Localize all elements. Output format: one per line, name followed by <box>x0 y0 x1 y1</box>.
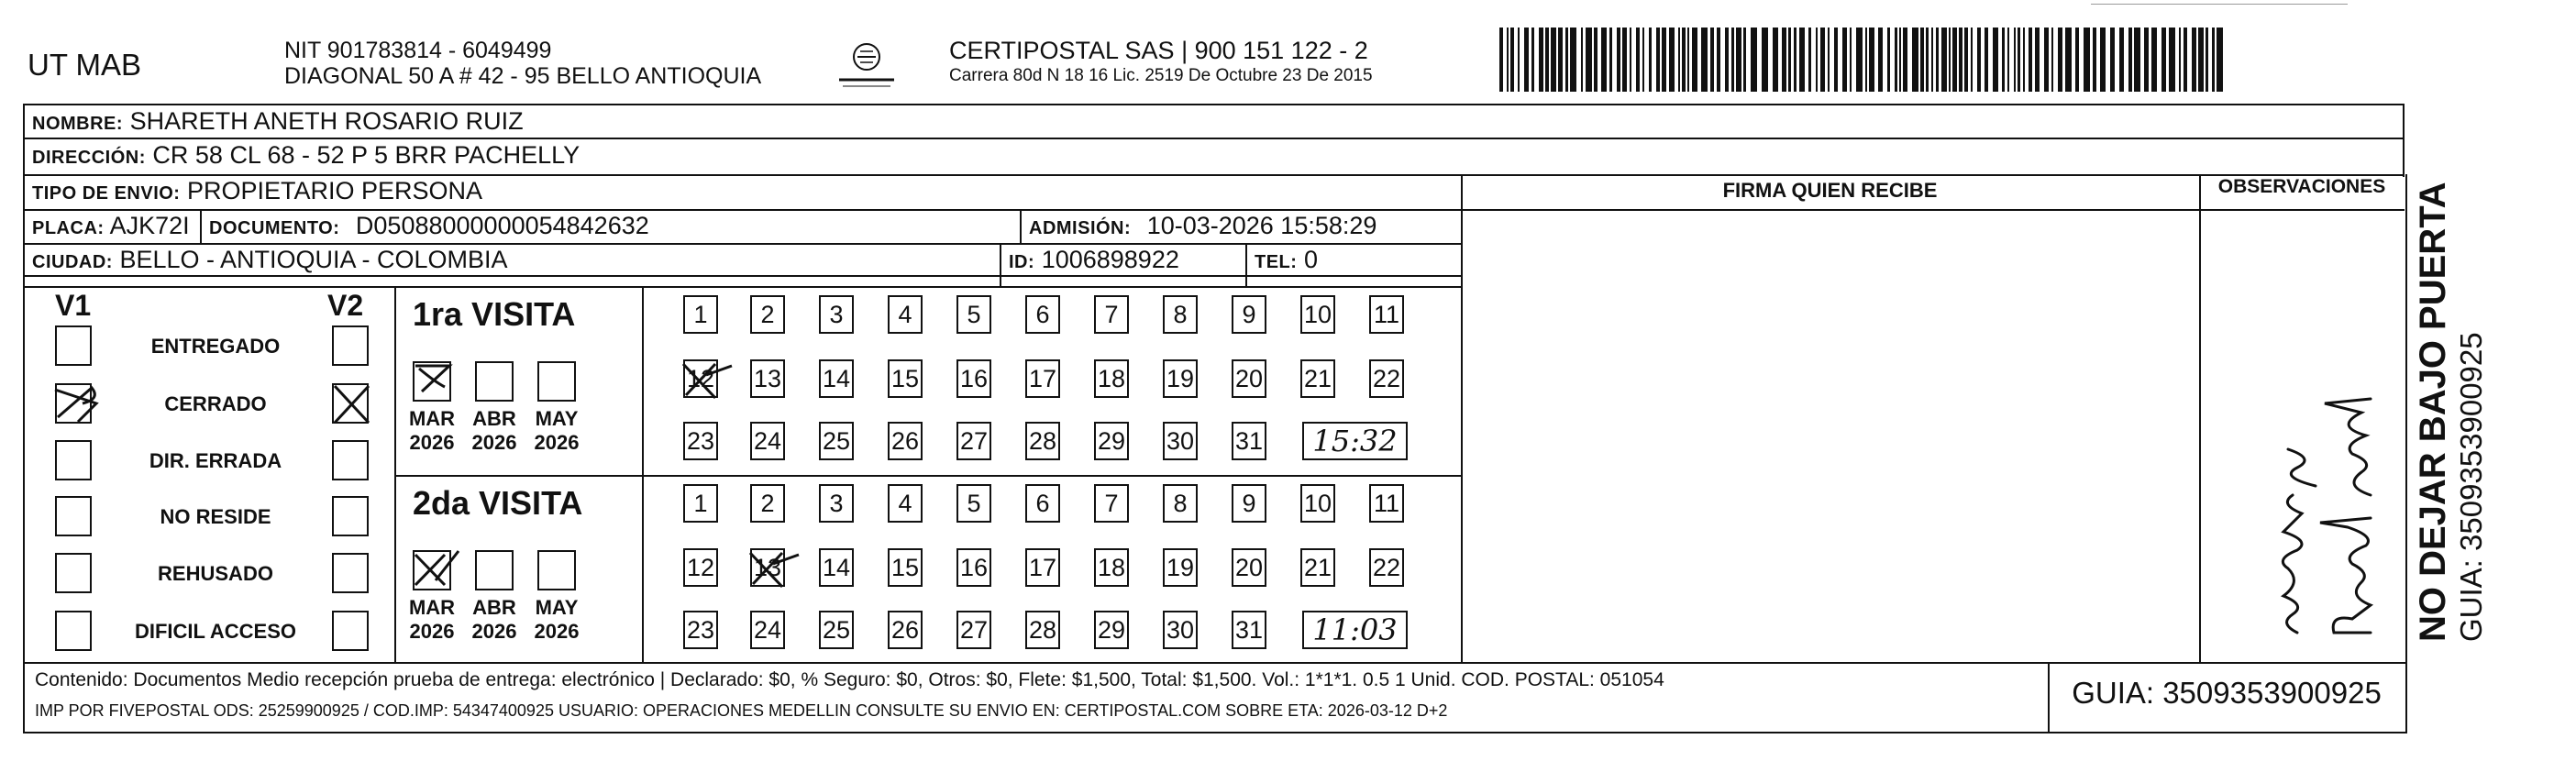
tipo-label: TIPO DE ENVIO: <box>32 183 181 204</box>
placa-value: AJK72I <box>109 212 190 239</box>
day-box-24[interactable]: 24 <box>750 422 785 460</box>
day-box-6[interactable]: 6 <box>1025 295 1060 334</box>
barcode-bar <box>1692 28 1697 92</box>
day-box-15[interactable]: 15 <box>888 359 923 398</box>
v2-checkbox-cerrado[interactable] <box>332 383 369 424</box>
barcode-bar <box>2110 28 2115 92</box>
barcode-bar <box>1617 28 1620 92</box>
month-checkbox-may[interactable] <box>537 361 576 402</box>
day-box-21[interactable]: 21 <box>1300 359 1335 398</box>
admision-value: 10-03-2026 15:58:29 <box>1146 212 1377 239</box>
day-box-26[interactable]: 26 <box>888 611 923 649</box>
day-box-22[interactable]: 22 <box>1369 359 1404 398</box>
barcode-bar <box>2002 28 2005 92</box>
footer-line2: IMP POR FIVEPOSTAL ODS: 25259900925 / COD.IMP: 54347400925 USUARIO: OPERACIONES MEDELLIN CONSULTE SU ENVIO EN: CERTIPOSTAL.COM SOBRE ETA: 2026-03-12 D+2 <box>35 701 1448 720</box>
carrier-name: CERTIPOSTAL SAS | 900 151 122 - 2 <box>949 37 1368 64</box>
day-box-25[interactable]: 25 <box>819 611 854 649</box>
month-year: 2026 <box>471 620 517 643</box>
day-box-23[interactable]: 23 <box>683 422 718 460</box>
barcode-bar <box>2206 28 2208 92</box>
month-label <box>530 596 583 644</box>
day-box-4[interactable]: 4 <box>888 295 923 334</box>
v1-checkbox-dir-errada[interactable] <box>55 440 92 480</box>
barcode-bar <box>1993 28 1998 92</box>
day-box-5[interactable]: 5 <box>956 484 991 523</box>
tipo-value: PROPIETARIO PERSONA <box>186 177 483 204</box>
day-box-10[interactable]: 10 <box>1300 295 1335 334</box>
barcode-bar <box>1636 28 1640 92</box>
barcode-bar <box>1717 28 1720 92</box>
barcode-bar <box>1920 28 1924 92</box>
barcode-bar <box>1656 28 1660 92</box>
nombre-label: NOMBRE: <box>32 114 124 134</box>
day-box-2[interactable]: 2 <box>750 484 785 523</box>
day-box-18[interactable]: 18 <box>1094 359 1129 398</box>
tipo-row <box>32 177 482 205</box>
barcode-bar <box>1895 28 1897 92</box>
firma-header: FIRMA QUIEN RECIBE <box>1722 179 1938 202</box>
visit-time[interactable]: 11:03 <box>1302 611 1408 649</box>
id-label: ID: <box>1009 252 1035 272</box>
barcode-bar <box>1524 28 1529 92</box>
barcode-bar <box>1570 28 1576 92</box>
status-option-label: DIFICIL ACCESO <box>134 620 296 643</box>
admision-row <box>1029 212 1376 240</box>
observaciones-handwriting <box>2215 229 2389 651</box>
day-box-4[interactable]: 4 <box>888 484 923 523</box>
certipostal-logo <box>830 39 903 94</box>
side-line1: NO DEJAR BAJO PUERTA <box>2413 182 2453 642</box>
month-name: MAR <box>408 596 456 619</box>
documento-row <box>209 212 649 240</box>
v2-checkbox-dificil-acceso[interactable] <box>332 611 369 651</box>
day-box-21[interactable]: 21 <box>1300 548 1335 587</box>
barcode-bar <box>1899 28 1901 92</box>
barcode-bar <box>1743 28 1746 92</box>
day-box-14[interactable]: 14 <box>819 359 854 398</box>
day-box-30[interactable]: 30 <box>1163 422 1198 460</box>
carrier-address: Carrera 80d N 18 16 Lic. 2519 De Octubre 23 De 2015 <box>949 66 1373 85</box>
barcode-bar <box>1736 28 1741 92</box>
month-checkbox-abr[interactable] <box>475 361 514 402</box>
day-box-15[interactable]: 15 <box>888 548 923 587</box>
month-label <box>468 407 521 455</box>
company-name: UT MAB <box>28 48 142 82</box>
barcode-bar <box>2065 28 2072 92</box>
day-box-7[interactable]: 7 <box>1094 484 1129 523</box>
v1-checkbox-entregado[interactable] <box>55 325 92 366</box>
day-box-31[interactable]: 31 <box>1232 422 1266 460</box>
documento-label: DOCUMENTO: <box>209 218 340 238</box>
day-box-27[interactable]: 27 <box>956 611 991 649</box>
barcode-bar <box>1499 28 1503 92</box>
barcode-bar <box>1887 28 1890 92</box>
barcode-bar <box>1507 28 1509 92</box>
ciudad-label: CIUDAD: <box>32 252 113 272</box>
barcode-bar <box>1558 28 1563 92</box>
day-box-20[interactable]: 20 <box>1232 359 1266 398</box>
barcode-bar <box>1678 28 1680 92</box>
day-box-30[interactable]: 30 <box>1163 611 1198 649</box>
barcode-bar <box>1977 28 1981 92</box>
barcode-bar <box>1931 28 1933 92</box>
day-box-17[interactable]: 17 <box>1025 548 1060 587</box>
footer-line1: Contenido: Documentos Medio recepción prueba de entrega: electrónico | Declarado: $0, % Seguro: $0, Otros: $0, Flete: $1,500, Total: $1,500. Vol.: 1*1*1. 0.5 1 Unid. COD. POSTAL: 051054 <box>35 669 1664 690</box>
nombre-value: SHARETH ANETH ROSARIO RUIZ <box>129 107 524 135</box>
placa-label: PLACA: <box>32 218 105 238</box>
barcode-bar <box>1630 28 1631 92</box>
month-name: MAY <box>535 407 579 430</box>
barcode-bar <box>1710 28 1714 92</box>
barcode-bar <box>1751 28 1757 92</box>
observaciones-header: OBSERVACIONES <box>2217 176 2386 197</box>
direccion-label: DIRECCIÓN: <box>32 148 146 168</box>
barcode-bar <box>1609 28 1612 92</box>
v2-label: V2 <box>327 289 364 322</box>
day-box-3[interactable]: 3 <box>819 295 854 334</box>
month-label <box>405 596 459 644</box>
nombre-row <box>32 107 524 136</box>
barcode-bar <box>1850 28 1852 92</box>
barcode-bar <box>1510 28 1514 92</box>
footer-guia: GUIA: 3509353900925 <box>2072 676 2382 710</box>
barcode-bar <box>2169 28 2175 92</box>
tel-value: 0 <box>1303 246 1318 273</box>
barcode-bar <box>1601 28 1607 92</box>
v2-checkbox-no-reside[interactable] <box>332 496 369 536</box>
barcode-bar <box>2084 28 2090 92</box>
barcode-bar <box>1662 28 1666 92</box>
day-box-8[interactable]: 8 <box>1163 484 1198 523</box>
barcode-bar <box>2058 28 2062 92</box>
barcode-bar <box>2151 28 2157 92</box>
barcode-bar <box>1518 28 1520 92</box>
barcode-bar <box>2184 28 2187 92</box>
barcode-bar <box>1581 28 1583 92</box>
month-year: 2026 <box>471 431 517 454</box>
day-box-9[interactable]: 9 <box>1232 484 1266 523</box>
v1-checkbox-dificil-acceso[interactable] <box>55 611 92 651</box>
direccion-row <box>32 141 580 170</box>
barcode-bar <box>1964 28 1968 92</box>
barcode-bar <box>1865 28 1867 92</box>
day-box-8[interactable]: 8 <box>1163 295 1198 334</box>
day-box-13[interactable]: 13 <box>750 359 785 398</box>
day-box-24[interactable]: 24 <box>750 611 785 649</box>
barcode-bar <box>2212 28 2215 92</box>
barcode-bar <box>2192 28 2196 92</box>
status-option-label: DIR. ERRADA <box>149 449 282 472</box>
month-checkbox-mar[interactable] <box>413 550 451 590</box>
day-box-12[interactable]: 12 <box>683 359 718 398</box>
barcode-bar <box>2075 28 2079 92</box>
month-name: MAY <box>535 596 579 619</box>
day-box-10[interactable]: 10 <box>1300 484 1335 523</box>
visit-title: 1ra VISITA <box>413 295 576 333</box>
barcode-bar <box>2093 28 2096 92</box>
barcode-bar <box>1971 28 1973 92</box>
month-checkbox-mar[interactable] <box>413 361 451 402</box>
id-row <box>1009 246 1179 274</box>
barcode-bar <box>1594 28 1598 92</box>
barcode-bar <box>1799 28 1805 92</box>
barcode-bar <box>1773 28 1778 92</box>
day-box-29[interactable]: 29 <box>1094 422 1129 460</box>
month-label <box>530 407 583 455</box>
barcode-bar <box>1794 28 1797 92</box>
day-box-17[interactable]: 17 <box>1025 359 1060 398</box>
tel-row <box>1255 246 1318 274</box>
month-name: ABR <box>472 596 516 619</box>
day-box-31[interactable]: 31 <box>1232 611 1266 649</box>
month-year: 2026 <box>534 620 580 643</box>
barcode-bar <box>2018 28 2020 92</box>
barcode-bar <box>1985 28 1988 92</box>
barcode-bar <box>1903 28 1907 92</box>
day-box-7[interactable]: 7 <box>1094 295 1129 334</box>
day-box-19[interactable]: 19 <box>1163 359 1198 398</box>
barcode-bar <box>1834 28 1838 92</box>
barcode-bar <box>2134 28 2140 92</box>
day-box-20[interactable]: 20 <box>1232 548 1266 587</box>
day-box-26[interactable]: 26 <box>888 422 923 460</box>
id-value: 1006898922 <box>1041 246 1179 273</box>
barcode-bar <box>1936 28 1939 92</box>
ciudad-value: BELLO - ANTIOQUIA - COLOMBIA <box>119 246 508 273</box>
barcode-bar <box>1869 28 1874 92</box>
day-box-18[interactable]: 18 <box>1094 548 1129 587</box>
barcode-bar <box>1682 28 1686 92</box>
barcode-bar <box>1531 28 1534 92</box>
v2-checkbox-entregado[interactable] <box>332 325 369 366</box>
day-box-29[interactable]: 29 <box>1094 611 1129 649</box>
barcode-bar <box>1949 28 1951 92</box>
admision-label: ADMISIÓN: <box>1029 218 1132 238</box>
barcode-bar <box>1649 28 1652 92</box>
month-name: MAR <box>408 407 456 430</box>
v2-checkbox-rehusado[interactable] <box>332 553 369 593</box>
status-option-label: NO RESIDE <box>160 505 271 528</box>
v1-checkbox-no-reside[interactable] <box>55 496 92 536</box>
barcode-bar <box>1669 28 1675 92</box>
month-year: 2026 <box>409 620 455 643</box>
day-box-22[interactable]: 22 <box>1369 548 1404 587</box>
day-box-28[interactable]: 28 <box>1025 422 1060 460</box>
barcode-bar <box>1565 28 1568 92</box>
day-box-13[interactable]: 13 <box>750 548 785 587</box>
barcode-bar <box>1842 28 1847 92</box>
day-box-16[interactable]: 16 <box>956 359 991 398</box>
day-box-14[interactable]: 14 <box>819 548 854 587</box>
barcode-bar <box>2035 28 2040 92</box>
month-year: 2026 <box>409 431 455 454</box>
month-checkbox-abr[interactable] <box>475 550 514 590</box>
barcode-bar <box>1687 28 1689 92</box>
day-box-25[interactable]: 25 <box>819 422 854 460</box>
day-box-11[interactable]: 11 <box>1369 484 1404 523</box>
barcode-bar <box>1762 28 1768 92</box>
day-box-1[interactable]: 1 <box>683 295 718 334</box>
barcode-bar <box>1545 28 1549 92</box>
v1-checkbox-rehusado[interactable] <box>55 553 92 593</box>
barcode-bar <box>1828 28 1830 92</box>
v2-checkbox-dir-errada[interactable] <box>332 440 369 480</box>
barcode-bar <box>1725 28 1729 92</box>
v1-checkbox-cerrado[interactable] <box>55 383 92 424</box>
v1-label: V1 <box>55 289 92 322</box>
month-checkbox-may[interactable] <box>537 550 576 590</box>
month-year: 2026 <box>534 431 580 454</box>
ciudad-row <box>32 246 508 274</box>
barcode-bar <box>1959 28 1962 92</box>
barcode-bar <box>2128 28 2132 92</box>
visit-title: 2da VISITA <box>413 484 583 522</box>
barcode-bar <box>2044 28 2049 92</box>
tel-label: TEL: <box>1255 252 1298 272</box>
company-address: DIAGONAL 50 A # 42 - 95 BELLO ANTIOQUIA <box>284 63 762 89</box>
day-box-3[interactable]: 3 <box>819 484 854 523</box>
barcode-bar <box>2179 28 2181 92</box>
day-box-9[interactable]: 9 <box>1232 295 1266 334</box>
barcode-bar <box>2051 28 2053 92</box>
barcode-bar <box>2100 28 2106 92</box>
barcode-bar <box>2023 28 2025 92</box>
barcode-bar <box>1782 28 1786 92</box>
barcode-bar <box>1941 28 1947 92</box>
month-label <box>468 596 521 644</box>
day-box-6[interactable]: 6 <box>1025 484 1060 523</box>
barcode-bar <box>1820 28 1825 92</box>
barcode-bar <box>2014 28 2016 92</box>
barcode-bar <box>2217 28 2223 92</box>
month-label <box>405 407 459 455</box>
barcode-bar <box>2029 28 2032 92</box>
barcode-bar <box>1642 28 1644 92</box>
placa-row <box>32 212 190 240</box>
barcode-bar <box>2198 28 2204 92</box>
barcode-bar <box>1912 28 1918 92</box>
day-box-19[interactable]: 19 <box>1163 548 1198 587</box>
barcode-bar <box>1701 28 1708 92</box>
side-line2: GUIA: 3509353900925 <box>2454 332 2488 642</box>
day-box-11[interactable]: 11 <box>1369 295 1404 334</box>
day-box-12[interactable]: 12 <box>683 548 718 587</box>
barcode-bar <box>1622 28 1627 92</box>
status-option-label: ENTREGADO <box>150 335 281 358</box>
direccion-value: CR 58 CL 68 - 52 P 5 BRR PACHELLY <box>152 141 580 169</box>
side-warning <box>2412 165 2489 642</box>
day-box-16[interactable]: 16 <box>956 548 991 587</box>
barcode-bar <box>1586 28 1592 92</box>
barcode-bar <box>2119 28 2124 92</box>
day-box-2[interactable]: 2 <box>750 295 785 334</box>
barcode-bar <box>2144 28 2149 92</box>
month-name: ABR <box>472 407 516 430</box>
documento-value: D05088000000054842632 <box>355 212 649 239</box>
day-box-27[interactable]: 27 <box>956 422 991 460</box>
barcode-bar <box>1816 28 1818 92</box>
barcode-bar <box>2161 28 2166 92</box>
day-box-28[interactable]: 28 <box>1025 611 1060 649</box>
day-box-5[interactable]: 5 <box>956 295 991 334</box>
company-nit: NIT 901783814 - 6049499 <box>284 38 552 63</box>
barcode-bar <box>1856 28 1863 92</box>
status-option-label: CERRADO <box>164 392 267 415</box>
barcode <box>1499 28 2233 92</box>
visit-time[interactable]: 15:32 <box>1302 422 1408 460</box>
status-option-label: REHUSADO <box>158 562 273 585</box>
day-box-1[interactable]: 1 <box>683 484 718 523</box>
barcode-bar <box>2007 28 2009 92</box>
day-box-23[interactable]: 23 <box>683 611 718 649</box>
barcode-bar <box>1788 28 1791 92</box>
barcode-bar <box>1808 28 1811 92</box>
barcode-bar <box>1878 28 1883 92</box>
barcode-bar <box>1731 28 1734 92</box>
barcode-bar <box>1952 28 1957 92</box>
barcode-bar <box>1926 28 1929 92</box>
barcode-bar <box>1551 28 1556 92</box>
barcode-bar <box>1539 28 1543 92</box>
